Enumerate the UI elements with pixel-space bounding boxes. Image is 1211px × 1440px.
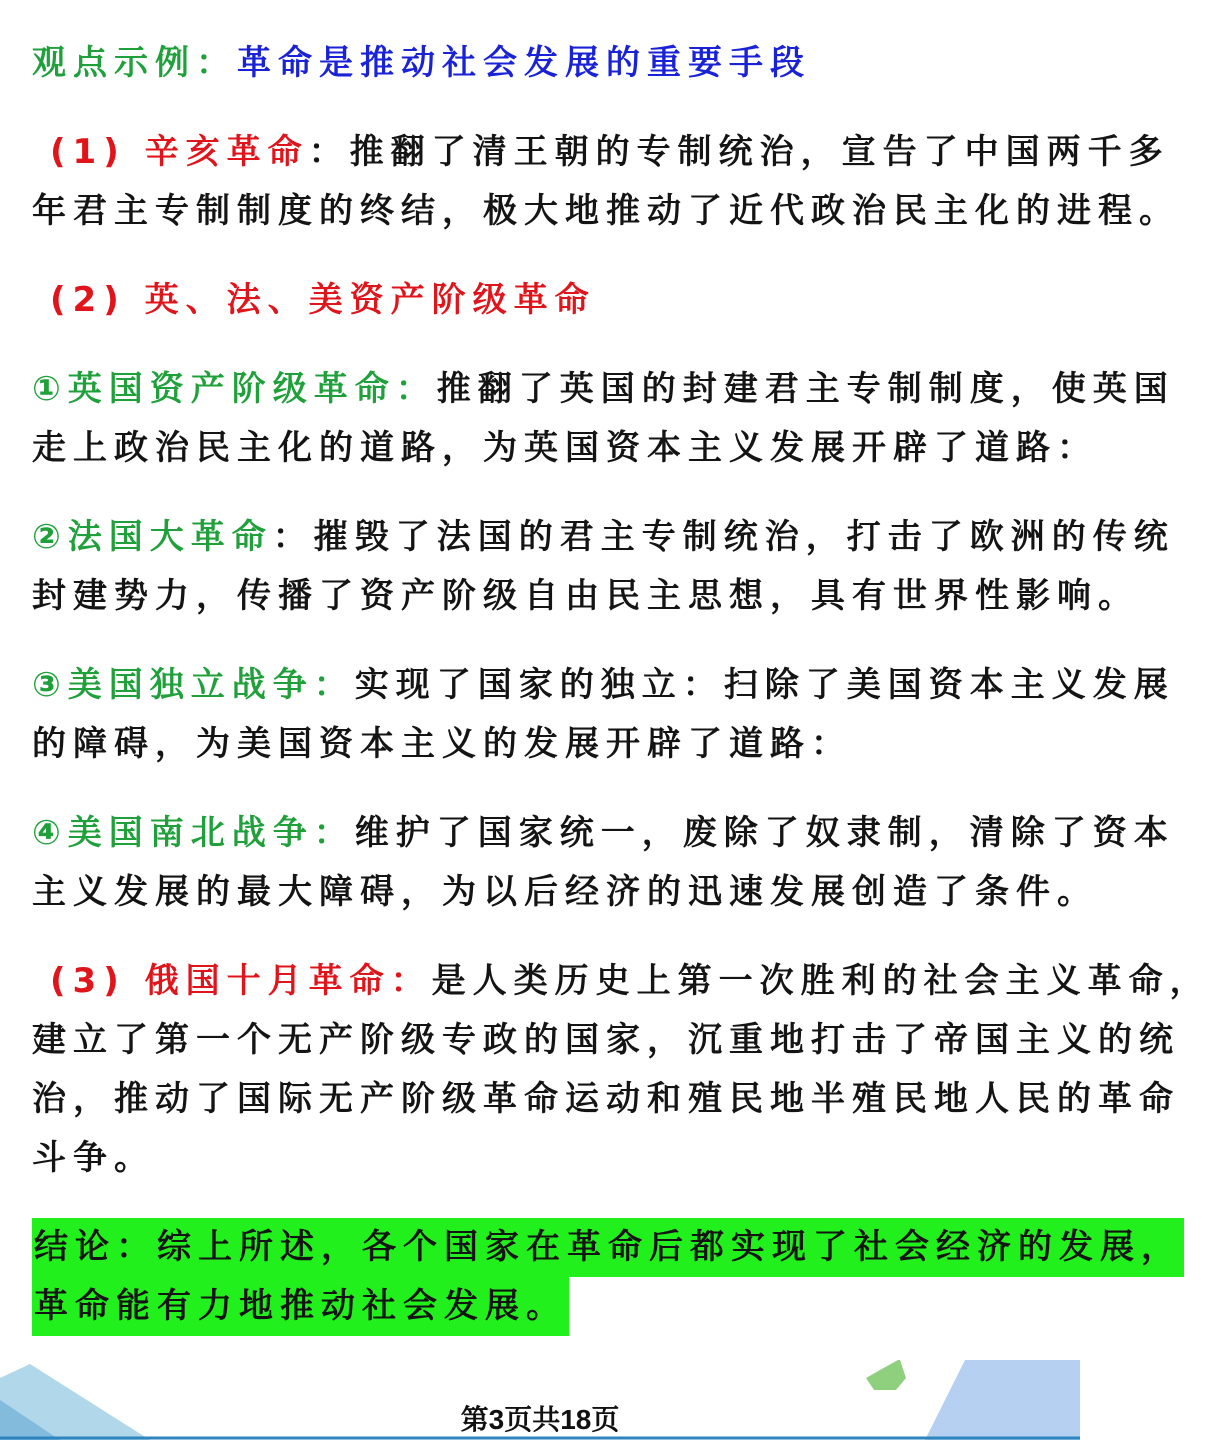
page-number: 第3页共18页: [460, 1404, 620, 1435]
subitem-text-continued: 走上政治民主化的道路，为英国资本主义发展开辟了道路：: [32, 428, 1098, 468]
section-heading: [32, 34, 1048, 93]
hexagon-icon: [866, 1360, 906, 1390]
subitem-american-independence: [32, 656, 1175, 774]
subitem-text-continued: 封建势力，传播了资产阶级自由民主思想，具有世界性影响。: [32, 576, 1139, 616]
item-number: (3): [50, 961, 145, 1001]
page-footer: [0, 1360, 1080, 1440]
item-label: (2) 英、法、美资产阶级革命: [50, 280, 596, 320]
subitem-text: 实现了国家的独立：扫除了美国资本主义发展: [354, 665, 1175, 705]
conclusion-highlight: 结论：综上所述，各个国家在革命后都实现了社会经济的发展，: [32, 1218, 1184, 1277]
subitem-french-revolution: [32, 508, 1175, 626]
subitem-label: ①英国资产阶级革命：: [32, 369, 437, 409]
item-text-continued: 治，推动了国际无产阶级革命运动和殖民地半殖民地人民的革命: [32, 1079, 1180, 1119]
item-bourgeois-revolutions: [32, 271, 1048, 330]
subitem-text-continued: 主义发展的最大障碍，为以后经济的迅速发展创造了条件。: [32, 872, 1098, 912]
subitem-label: ③美国独立战争：: [32, 665, 355, 705]
subitem-text: 推翻了英国的封建君主专制制度，使英国: [436, 369, 1175, 409]
item-text: ：推翻了清王朝的专制统治，宣告了中国两千多: [308, 132, 1170, 172]
item-october-revolution: [32, 952, 1211, 1188]
conclusion-highlight: 革命能有力地推动社会发展。: [32, 1277, 569, 1336]
subitem-english-revolution: [32, 360, 1175, 478]
item-text-continued: 建立了第一个无产阶级专政的国家，沉重地打击了帝国主义的统: [32, 1020, 1180, 1060]
subitem-label: ②法国大革命: [32, 517, 273, 557]
heading-prefix: 观点示例：: [32, 43, 237, 83]
item-text-continued: 斗争。: [32, 1138, 155, 1178]
item-text-continued: 年君主专制制度的终结，极大地推动了近代政治民主化的进程。: [32, 191, 1180, 231]
heading-text: 革命是推动社会发展的重要手段: [237, 43, 811, 83]
item-label: (1) 辛亥革命: [50, 132, 309, 172]
document-page: [32, 34, 1211, 1336]
subitem-american-civil-war: [32, 804, 1175, 922]
item-label: 俄国十月革命：: [144, 961, 432, 1001]
subitem-text: ：摧毁了法国的君主专制统治，打击了欧洲的传统: [272, 517, 1175, 557]
subitem-text: 维护了国家统一，废除了奴隶制，清除了资本: [354, 813, 1175, 853]
item-text: 是人类历史上第一次胜利的社会主义革命，: [431, 961, 1211, 1001]
subitem-label: ④美国南北战争：: [32, 813, 355, 853]
conclusion: [32, 1218, 1182, 1336]
item-xinhai: [32, 123, 1180, 241]
subitem-text-continued: 的障碍，为美国资本主义的发展开辟了道路：: [32, 724, 852, 764]
